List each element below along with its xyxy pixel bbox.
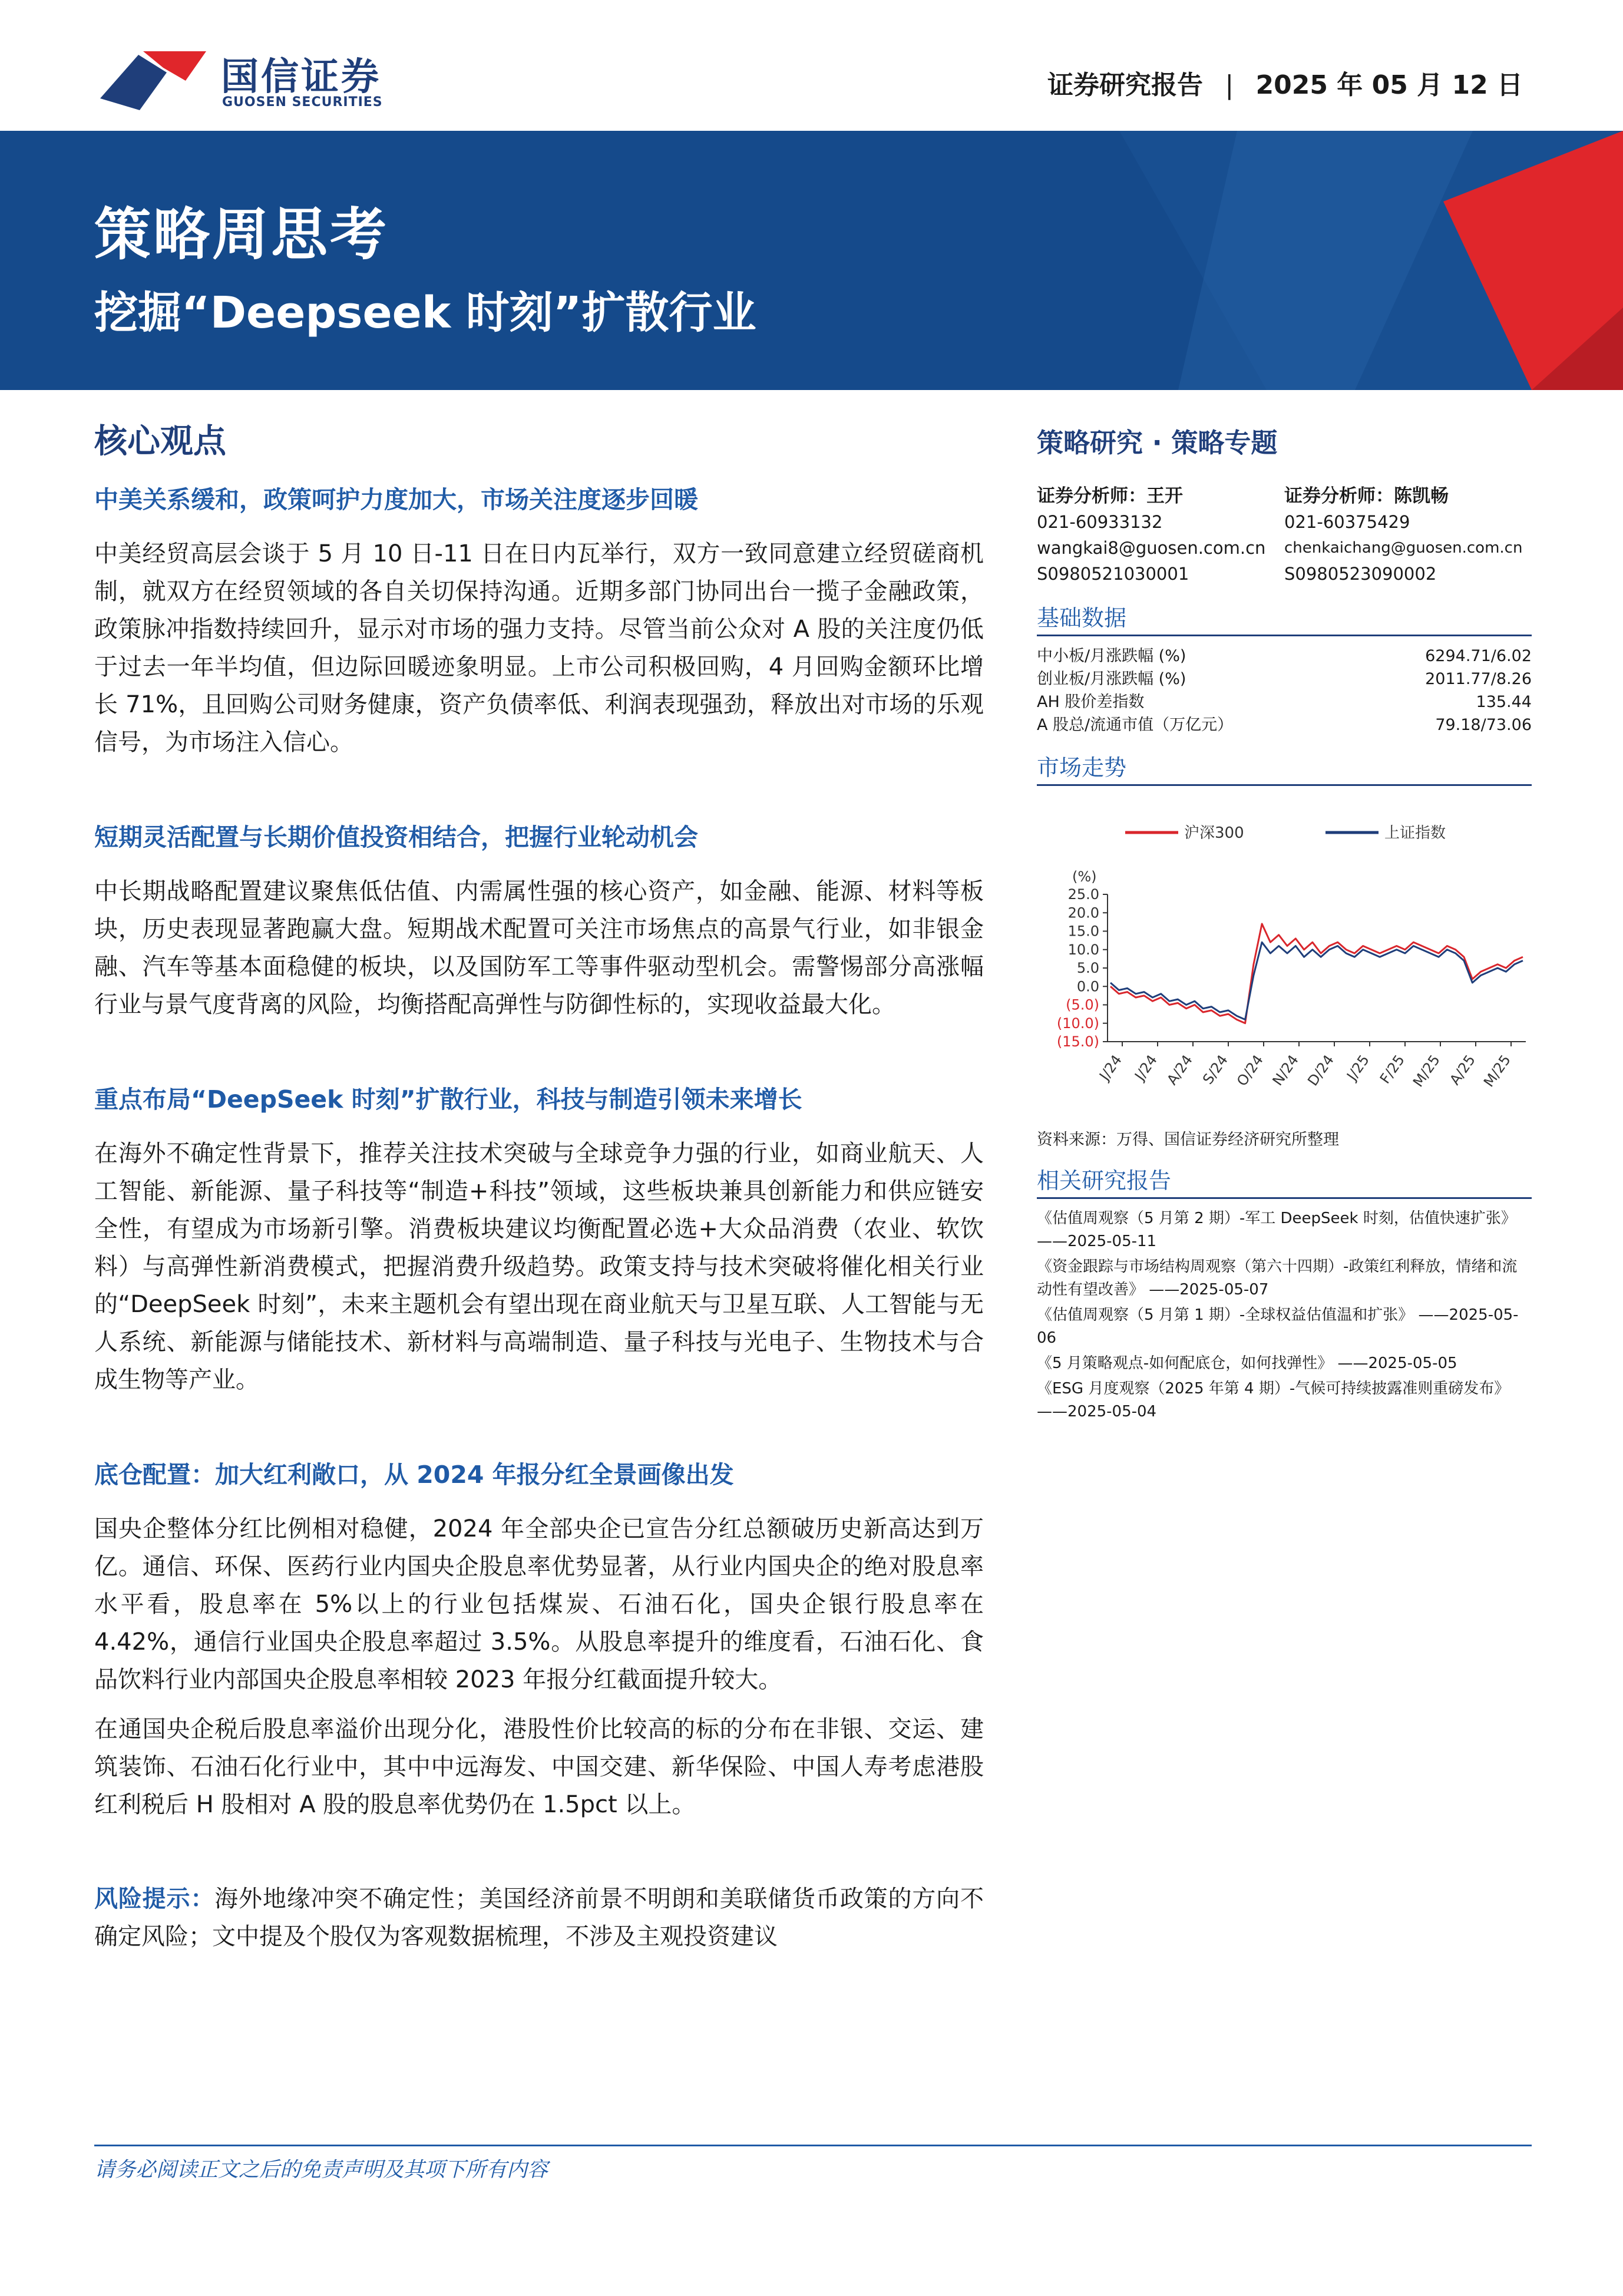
x-tick-label: J/24 bbox=[1131, 1052, 1161, 1083]
basic-data-row bbox=[1037, 691, 1532, 713]
y-tick-label: 20.0 bbox=[1067, 904, 1099, 921]
main-title: 挖掘“Deepseek 时刻”扩散行业 bbox=[94, 288, 756, 338]
market-trend-title: 市场走势 bbox=[1037, 749, 1532, 786]
report-type: 证券研究报告 bbox=[1047, 70, 1203, 100]
risk-label: 风险提示： bbox=[94, 1885, 215, 1912]
risk-text: 海外地缘冲突不确定性；美国经济前景不明朗和美联储货币政策的方向不确定风险；文中提及个股仅为客观数据梳理，不涉及主观投资建议 bbox=[94, 1885, 984, 1950]
y-tick-label: 25.0 bbox=[1067, 886, 1099, 903]
risk-warning bbox=[94, 1880, 984, 1955]
report-date: 2025 年 05 月 12 日 bbox=[1255, 70, 1523, 100]
section-paragraph-1: 中美经贸高层会谈于 5 月 10 日-11 日在日内瓦举行，双方一致同意建立经贸磋商机制，就双方在经贸领域的各自关切保持沟通。近期多部门协同出台一揽子金融政策，政策脉冲指数持续回升，显示对市场的强力支持。尽管当前公众对 A 股的关注度仍低于过去一年半均值，但边际回暖迹象明显。上市公司积极回购，4 月回购金额环比增长 71%，且回购公司财务健康，资产负债率低、利润表现强劲，释放出对市场的乐观信号，为市场注入信心。 bbox=[94, 540, 984, 756]
section-heading-3: 重点布局“DeepSeek 时刻”扩散行业，科技与制造引领未来增长 bbox=[94, 1085, 802, 1114]
x-tick-label: J/25 bbox=[1343, 1052, 1373, 1083]
section-paragraph-4b: 在通国央企税后股息率溢价出现分化，港股性价比较高的标的分布在非银、交运、建筑装饰、石油石化行业中，其中中远海发、中国交建、新华保险、中国人寿考虑港股红利税后 H 股相对 A 股的股息率优势仍在 1.5pct 以上。 bbox=[94, 1716, 984, 1818]
analyst-list bbox=[1037, 483, 1532, 587]
related-reports-title: 相关研究报告 bbox=[1037, 1162, 1532, 1199]
y-tick-label: (10.0) bbox=[1056, 1015, 1099, 1032]
report-type-date bbox=[1047, 64, 1523, 101]
analyst-email[interactable]: wangkai8@guosen.com.cn bbox=[1037, 538, 1266, 558]
title-banner bbox=[0, 131, 1623, 390]
basic-data-row bbox=[1037, 645, 1532, 668]
related-report-item[interactable]: 《估值周观察（5 月第 2 期）-军工 DeepSeek 时刻，估值快速扩张》——2025-05-11 bbox=[1037, 1210, 1516, 1250]
footer-divider bbox=[94, 2145, 1532, 2146]
x-tick-label: M/25 bbox=[1409, 1052, 1443, 1091]
row-label: A 股总/流通市值（万亿元） bbox=[1037, 716, 1234, 734]
row-label: AH 股价差指数 bbox=[1037, 693, 1145, 711]
row-value: 2011.77/8.26 bbox=[1425, 670, 1532, 688]
y-tick-label: 5.0 bbox=[1076, 960, 1099, 976]
y-tick-label: (5.0) bbox=[1066, 996, 1099, 1013]
analyst-cert: S0980523090002 bbox=[1284, 564, 1437, 584]
section-paragraph-2: 中长期战略配置建议聚焦低估值、内需属性强的核心资产，如金融、能源、材料等板块，历史表现显著跑赢大盘。短期战术配置可关注市场焦点的高景气行业，如非银金融、汽车等基本面稳健的板块，以及国防军工等事件驱动型机会。需警惕部分高涨幅行业与景气度背离的风险，均衡搭配高弹性与防御性标的，实现收益最大化。 bbox=[94, 878, 984, 1018]
x-tick-label: D/24 bbox=[1304, 1052, 1337, 1089]
row-label: 中小板/月涨跌幅 (%) bbox=[1037, 647, 1186, 665]
x-tick-label: N/24 bbox=[1269, 1052, 1302, 1089]
logo-en-text: GUOSEN SECURITIES bbox=[222, 95, 383, 110]
x-tick-label: A/24 bbox=[1163, 1052, 1196, 1088]
row-value: 135.44 bbox=[1476, 693, 1532, 711]
sidebar bbox=[1037, 421, 1532, 1426]
related-report-item[interactable]: 《ESG 月度观察（2025 年第 4 期）-气候可持续披露准则重磅发布》 ——2025-05-04 bbox=[1037, 1380, 1510, 1420]
separator: | bbox=[1225, 70, 1234, 100]
chart-source: 资料来源：万得、国信证券经济研究所整理 bbox=[1037, 1131, 1339, 1149]
section-heading-4: 底仓配置：加大红利敞口，从 2024 年报分红全景画像出发 bbox=[94, 1461, 734, 1489]
legend-label: 上证指数 bbox=[1384, 824, 1446, 842]
core-views-title: 核心观点 bbox=[94, 422, 226, 461]
analyst-phone: 021-60375429 bbox=[1284, 512, 1410, 532]
legend-label: 沪深300 bbox=[1184, 824, 1244, 842]
row-label: 创业板/月涨跌幅 (%) bbox=[1037, 670, 1186, 688]
section-paragraph-3: 在海外不确定性背景下，推荐关注技术突破与全球竞争力强的行业，如商业航天、人工智能、新能源、量子科技等“制造+科技”领域，这些板块兼具创新能力和供应链安全性，有望成为市场新引擎。消费板块建议均衡配置必选+大众品消费（农业、软饮料）与高弹性新消费模式，把握消费升级趋势。政策支持与技术突破将催化相关行业的“DeepSeek 时刻”，未来主题机会有望出现在商业航天与卫星互联、人工智能与无人系统、新能源与储能技术、新材料与高端制造、量子科技与光电子、生物技术与合成生物等产业。 bbox=[94, 1140, 984, 1393]
analyst-2 bbox=[1284, 483, 1532, 587]
logo-cn-text: 国信证券 bbox=[221, 55, 381, 99]
row-value: 79.18/73.06 bbox=[1435, 716, 1532, 734]
related-report-item[interactable]: 《资金跟踪与市场结构周观察（第六十四期）-政策红利释放，情绪和流动性有望改善》 ——2025-05-07 bbox=[1037, 1258, 1518, 1299]
x-tick-label: S/24 bbox=[1199, 1052, 1231, 1088]
analyst-title: 证券分析师：王开 bbox=[1037, 485, 1183, 507]
market-trend-chart bbox=[1037, 818, 1532, 1124]
related-report-item[interactable]: 《估值周观察（5 月第 1 期）-全球权益估值温和扩张》 ——2025-05-06 bbox=[1037, 1306, 1519, 1347]
analyst-cert: S0980521030001 bbox=[1037, 564, 1189, 584]
analyst-title: 证券分析师：陈凯畅 bbox=[1284, 485, 1449, 507]
main-content bbox=[94, 415, 984, 1967]
section-heading-1: 中美关系缓和，政策呵护力度加大，市场关注度逐步回暖 bbox=[94, 485, 698, 514]
y-tick-label: 10.0 bbox=[1067, 941, 1099, 958]
analyst-phone: 021-60933132 bbox=[1037, 512, 1163, 532]
x-tick-label: M/25 bbox=[1480, 1052, 1514, 1091]
y-tick-label: 15.0 bbox=[1067, 923, 1099, 940]
series-line-沪深300 bbox=[1110, 924, 1523, 1023]
basic-data-title: 基础数据 bbox=[1037, 600, 1532, 636]
y-tick-label: 0.0 bbox=[1076, 978, 1099, 995]
logo-mark-icon bbox=[97, 44, 209, 115]
basic-data-row bbox=[1037, 713, 1532, 736]
analyst-1 bbox=[1037, 483, 1284, 587]
analyst-email[interactable]: chenkaichang@guosen.com.cn bbox=[1284, 539, 1523, 557]
x-tick-label: O/24 bbox=[1233, 1052, 1267, 1089]
footer-disclaimer: 请务必阅读正文之后的免责声明及其项下所有内容 bbox=[94, 2158, 548, 2182]
basic-data-row bbox=[1037, 668, 1532, 691]
row-value: 6294.71/6.02 bbox=[1425, 647, 1532, 665]
company-logo bbox=[97, 44, 392, 115]
section-heading-2: 短期灵活配置与长期价值投资相结合，把握行业轮动机会 bbox=[94, 823, 698, 851]
y-tick-label: (15.0) bbox=[1056, 1033, 1099, 1050]
related-report-item[interactable]: 《5 月策略观点-如何配底仓，如何找弹性》 ——2025-05-05 bbox=[1037, 1355, 1457, 1372]
report-category: 策略研究 · 策略专题 bbox=[1037, 427, 1278, 458]
x-tick-label: A/25 bbox=[1446, 1052, 1479, 1088]
x-tick-label: J/24 bbox=[1096, 1052, 1125, 1083]
x-tick-label: F/25 bbox=[1376, 1052, 1408, 1087]
y-axis-label: (%) bbox=[1072, 868, 1097, 885]
series-title: 策略周思考 bbox=[94, 201, 389, 267]
section-paragraph-4a: 国央企整体分红比例相对稳健，2024 年全部央企已宣告分红总额破历史新高达到万亿。通信、环保、医药行业内国央企股息率优势显著，从行业内国央企的绝对股息率水平看，股息率在 5%以上的行业包括煤炭、石油石化，国央企银行股息率在 4.42%，通信行业国央企股息率超过 3.5%。从股息率提升的维度看，石油石化、食品饮料行业内部国央企股息率相较 2023 年报分红截面提升较大。 bbox=[94, 1515, 984, 1693]
